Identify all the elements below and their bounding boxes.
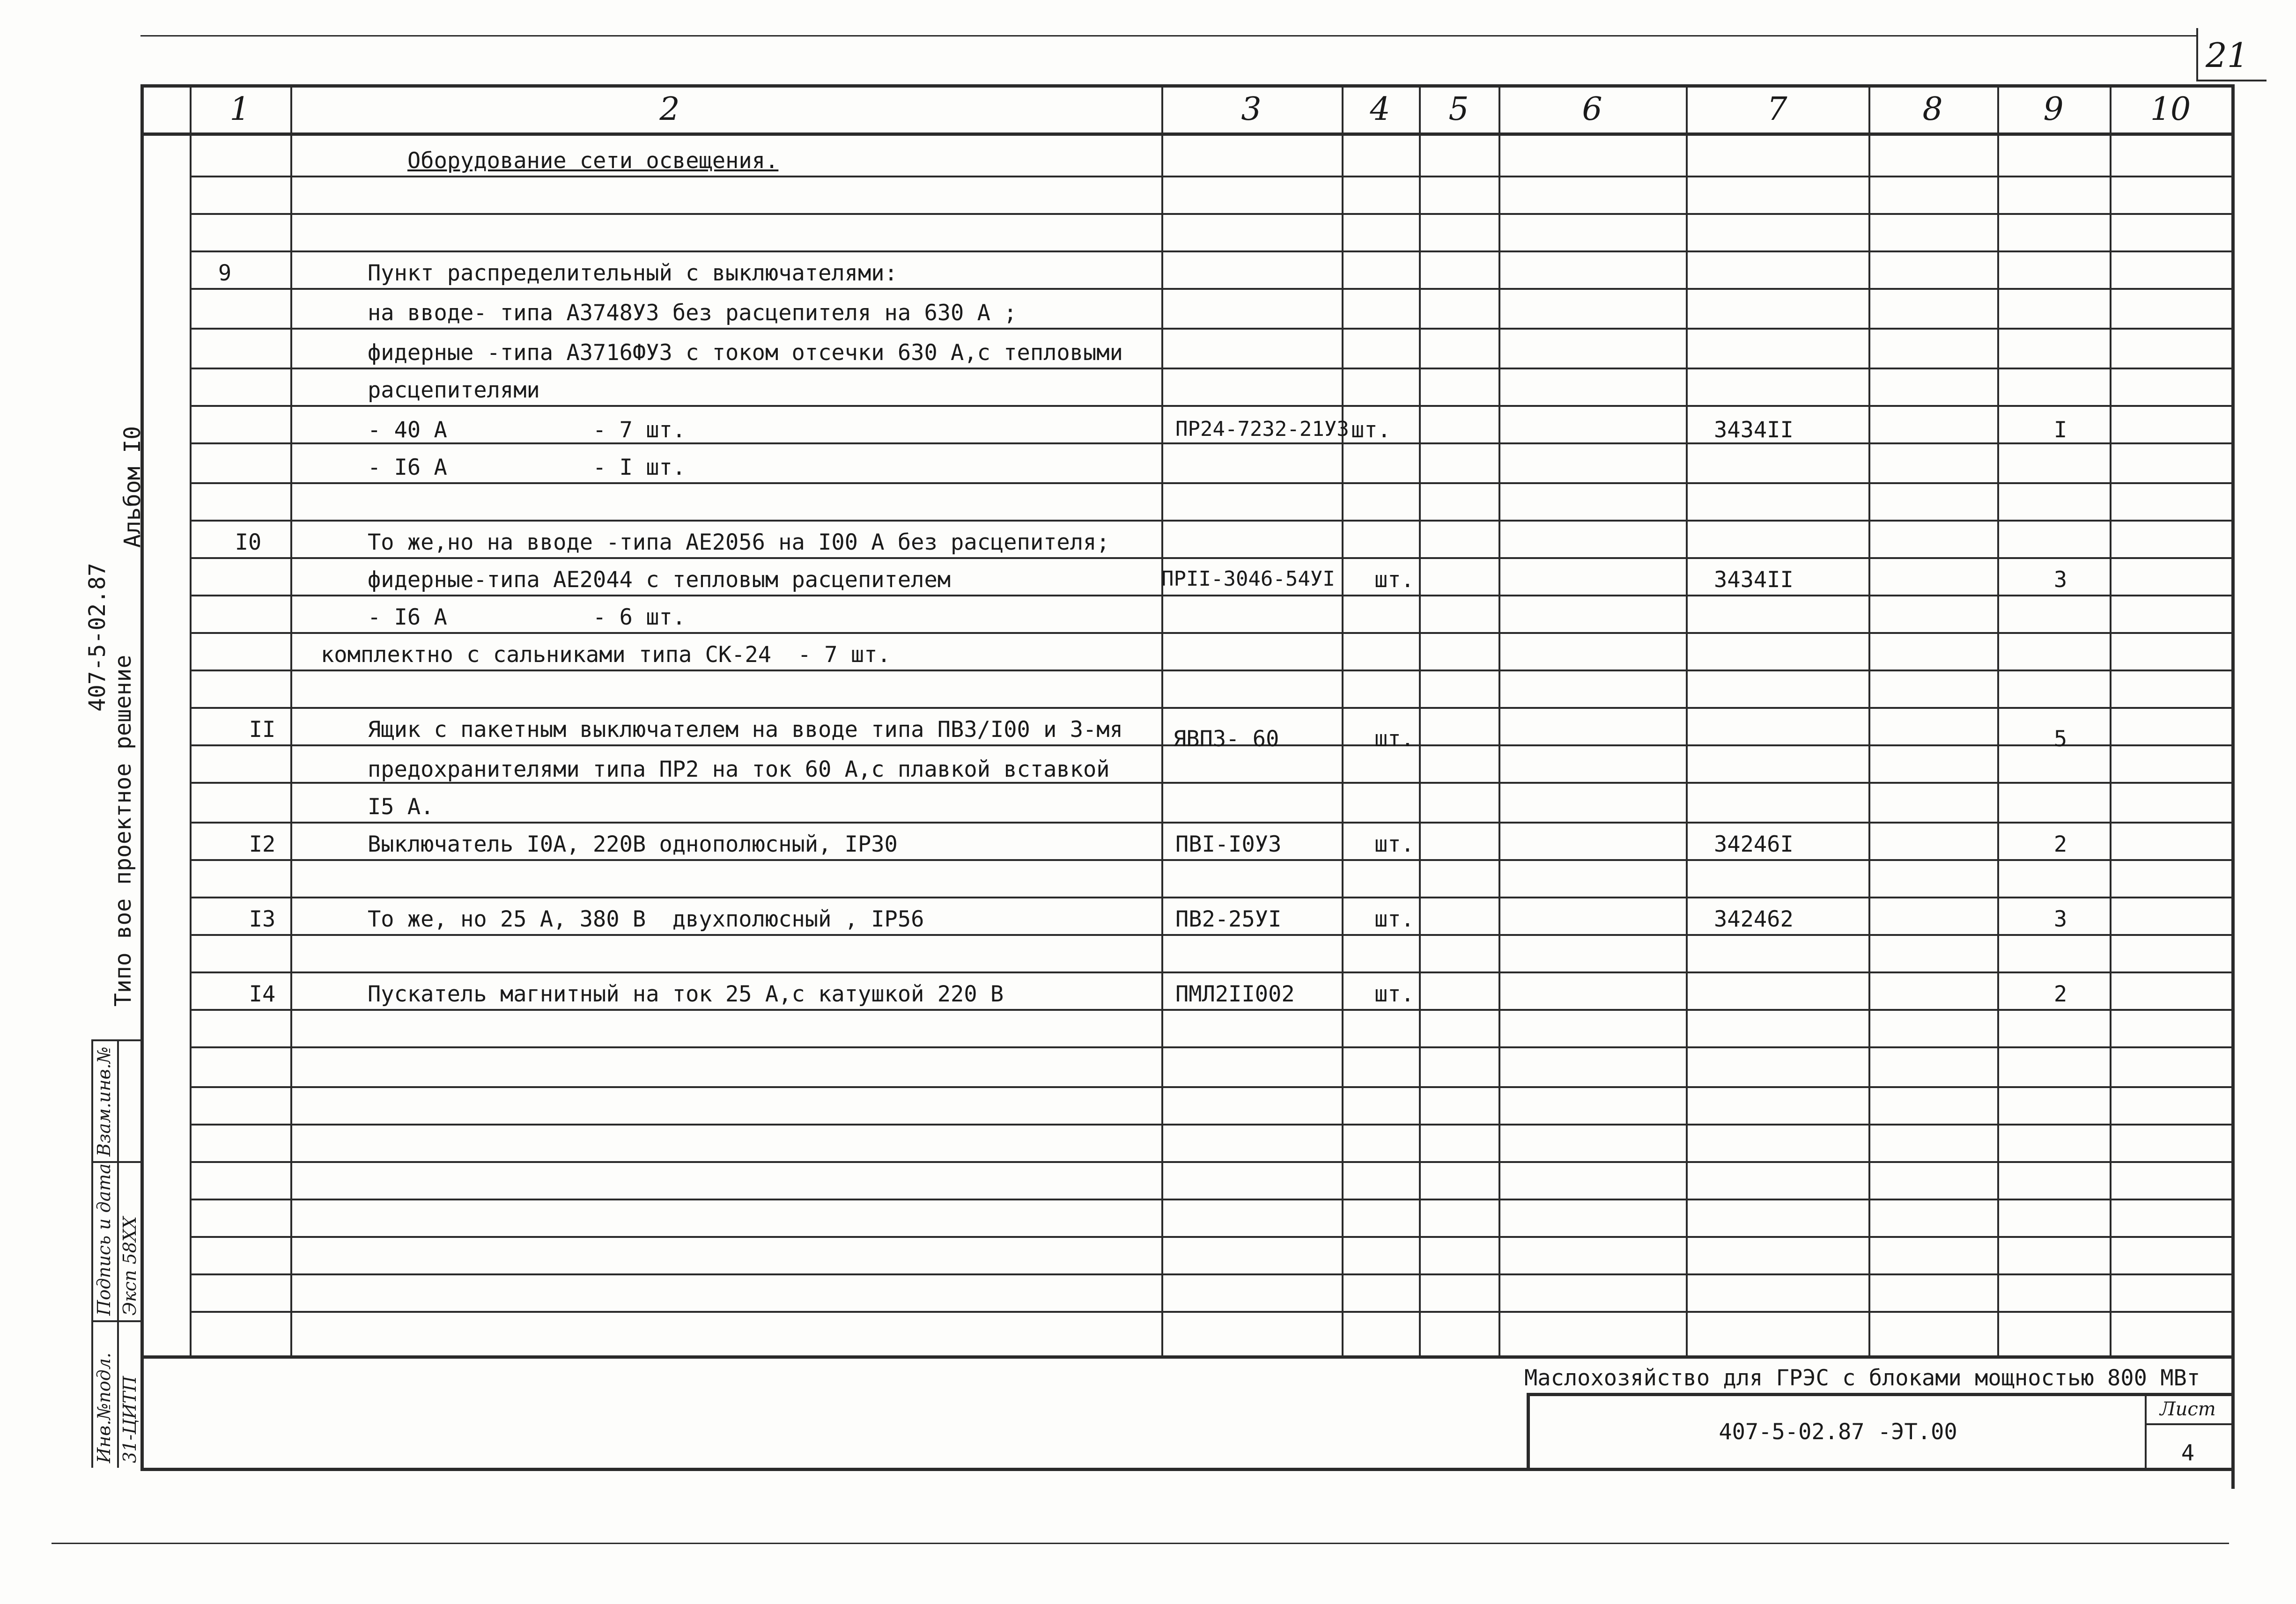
item-quantity: 3 xyxy=(2053,567,2067,593)
item-name: - I6 А - I шт. xyxy=(368,455,686,480)
item-unit: шт. xyxy=(1351,417,1391,443)
item-code: 3434II xyxy=(1714,567,1794,593)
frame-bottom xyxy=(140,1468,2234,1471)
document-number: 407-5-02.87 -ЭТ.00 xyxy=(1719,1419,1957,1445)
frame-left xyxy=(140,84,144,1470)
item-name: расцепителями xyxy=(368,377,540,403)
item-number: I3 xyxy=(249,906,276,932)
column-header-3: 3 xyxy=(1241,91,1262,128)
item-unit: шт. xyxy=(1374,906,1414,932)
item-number: 9 xyxy=(218,260,232,286)
column-header-10: 10 xyxy=(2150,91,2191,128)
item-code: 342462 xyxy=(1714,906,1794,932)
side-doc-code: 407-5-02.87 xyxy=(84,563,111,712)
item-unit: шт. xyxy=(1374,981,1414,1007)
item-number: II xyxy=(249,717,276,743)
document-title: Маслохозяйство для ГРЭС с блоками мощностью 800 МВт xyxy=(1524,1365,2200,1391)
item-type: ПВI-I0УЗ xyxy=(1175,831,1282,857)
stamp-inv-value: 31-ЦИТП xyxy=(119,1376,140,1463)
item-name: I5 А. xyxy=(368,794,434,820)
item-unit: шт. xyxy=(1374,567,1414,593)
item-code: 3434II xyxy=(1714,417,1794,443)
item-number: I2 xyxy=(249,831,276,857)
item-type: ПРII-3046-54УI xyxy=(1161,567,1335,591)
item-number: I0 xyxy=(235,530,262,555)
column-header-9: 9 xyxy=(2043,91,2064,128)
item-quantity: 2 xyxy=(2053,831,2067,857)
item-quantity: 5 xyxy=(2053,726,2067,752)
stamp-replace-inv-label: Взам.инв.№ xyxy=(94,1046,114,1156)
column-header-7: 7 xyxy=(1767,91,1787,128)
column-header-2: 2 xyxy=(659,91,680,128)
sheet-label: Лист xyxy=(2160,1398,2216,1420)
item-quantity: 2 xyxy=(2053,981,2067,1007)
sheet-number: 4 xyxy=(2181,1440,2195,1466)
frame-right xyxy=(2231,84,2235,1489)
section-title: Оборудование сети освещения. xyxy=(407,148,779,174)
stamp-sign-date-label: Подпись и дата xyxy=(94,1163,114,1316)
item-name: на вводе- типа А3748УЗ без расцепителя на 630 А ; xyxy=(368,300,1017,326)
item-name: Ящик с пакетным выключателем на вводе типа ПВЗ/I00 и 3-мя xyxy=(368,717,1123,743)
column-header-4: 4 xyxy=(1370,91,1390,128)
item-type: ПМЛ2II002 xyxy=(1175,981,1295,1007)
column-header-5: 5 xyxy=(1448,91,1469,128)
column-header-6: 6 xyxy=(1582,91,1602,128)
side-project-type: Типо вое проектное решение xyxy=(110,655,136,1007)
item-quantity: 3 xyxy=(2053,906,2067,932)
column-header-1: 1 xyxy=(229,91,250,128)
item-name: То же,но на вводе -типа АЕ2056 на I00 А без расцепителя; xyxy=(368,530,1110,555)
item-quantity: I xyxy=(2053,417,2067,443)
frame-top xyxy=(140,84,2234,88)
item-type: ПР24-7232-21УЗ xyxy=(1175,417,1349,441)
page-corner-number: 21 xyxy=(2206,36,2249,75)
item-name: Пускатель магнитный на ток 25 А,с катушкой 220 В xyxy=(368,981,1004,1007)
item-name: комплектно с сальниками типа СК-24 - 7 шт. xyxy=(321,642,891,668)
item-unit: шт. xyxy=(1374,831,1414,857)
item-name: предохранителями типа ПР2 на ток 60 А,с плавкой вставкой xyxy=(368,757,1110,782)
item-code: 34246I xyxy=(1714,831,1794,857)
item-name: фидерные-типа АЕ2044 с тепловым расцепителем xyxy=(368,567,951,593)
item-name: Пункт распределительный с выключателями: xyxy=(368,260,898,286)
item-name: фидерные -типа А3716ФУЗ с током отсечки 630 А,с тепловыми xyxy=(368,340,1123,366)
column-header-8: 8 xyxy=(1922,91,1943,128)
item-type: ЯВПЗ- 60 xyxy=(1173,726,1279,752)
item-unit: шт. xyxy=(1374,726,1414,752)
stamp-inv-label: Инв.№подл. xyxy=(94,1352,114,1463)
item-name: Выключатель I0А, 220В однополюсный, IP30 xyxy=(368,831,898,857)
item-name: - 40 А - 7 шт. xyxy=(368,417,686,443)
item-name: То же, но 25 А, 380 В двухполюсный , IP56 xyxy=(368,906,924,932)
item-name: - I6 А - 6 шт. xyxy=(368,604,686,630)
side-album: Альбом I0 xyxy=(119,426,146,548)
stamp-sign-value: Эксп 58ХХ xyxy=(119,1216,140,1316)
item-type: ПВ2-25УI xyxy=(1175,906,1282,932)
item-number: I4 xyxy=(249,981,276,1007)
